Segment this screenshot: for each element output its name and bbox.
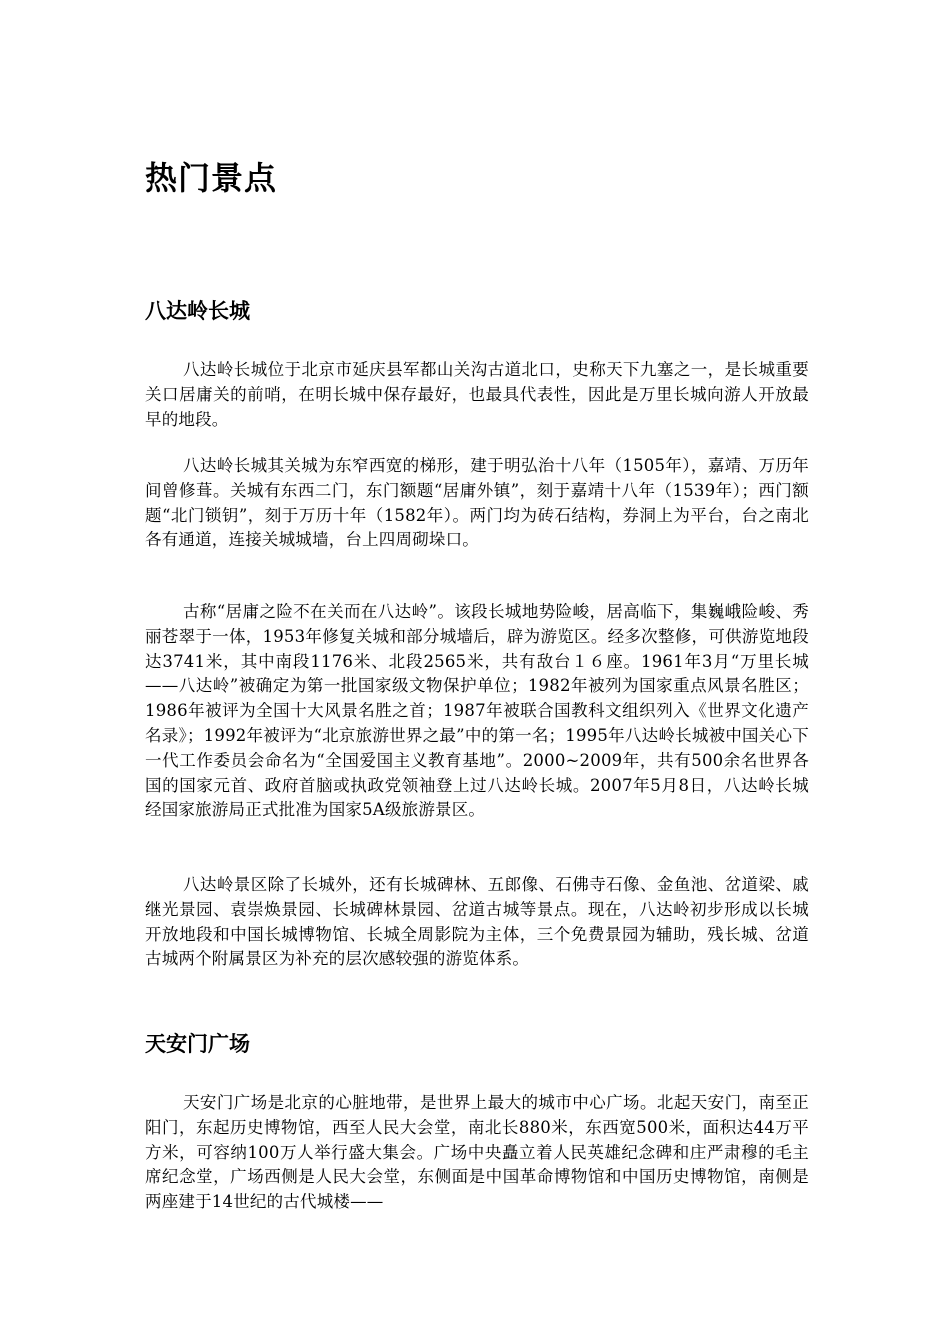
paragraph-tiananmen-1: 天安门广场是北京的心脏地带，是世界上最大的城市中心广场。北起天安门，南至正阳门，东起历史博物馆，西至人民大会堂，南北长880米，东西宽500米，面积达44万平方米，可容纳100万人举行盛大集会。广场中央矗立着人民英雄纪念碑和庄严肃穆的毛主席纪念堂，广场西侧是人民大会堂，东侧面是中国革命博物馆和中国历史博物馆，南侧是两座建于14世纪的古代城楼—— xyxy=(145,1093,809,1212)
paragraph-badaling-4: 八达岭景区除了长城外，还有长城碑林、五郎像、石佛寺石像、金鱼池、岔道梁、戚继光景园、袁崇焕景园、长城碑林景园、岔道古城等景点。现在，八达岭初步形成以长城开放地段和中国长城博物馆、长城全周影院为主体，三个免费景园为辅助，残长城、岔道古城两个附属景区为补充的层次感较强的游览体系。 xyxy=(145,875,809,969)
section-heading-badaling: 八达岭长城 xyxy=(145,299,250,323)
page-title: 热门景点 xyxy=(145,159,278,197)
section-heading-tiananmen: 天安门广场 xyxy=(145,1032,250,1056)
paragraph-badaling-1: 八达岭长城位于北京市延庆县军都山关沟古道北口，史称天下九塞之一，是长城重要关口居庸关的前哨，在明长城中保存最好，也最具代表性，因此是万里长城向游人开放最早的地段。 xyxy=(145,360,809,429)
paragraph-badaling-2: 八达岭长城其关城为东窄西宽的梯形，建于明弘治十八年（1505年），嘉靖、万历年间曾修葺。关城有东西二门，东门额题“居庸外镇”，刻于嘉靖十八年（1539年）；西门额题“北门锁钥”，刻于万历十年（1582年）。两门均为砖石结构，券洞上为平台，台之南北各有通道，连接关城城墙，台上四周砌垛口。 xyxy=(145,456,809,550)
paragraph-badaling-3: 古称“居庸之险不在关而在八达岭”。该段长城地势险峻，居高临下，集巍峨险峻、秀丽苍翠于一体，1953年修复关城和部分城墙后，辟为游览区。经多次整修，可供游览地段达3741米，其中南段1176米、北段2565米，共有敌台１６座。1961年3月“万里长城——八达岭”被确定为第一批国家级文物保护单位；1982年被列为国家重点风景名胜区；1986年被评为全国十大风景名胜之首；1987年被联合国教科文组织列入《世界文化遗产名录》；1992年被评为“北京旅游世界之最”中的第一名；1995年八达岭长城被中国关心下一代工作委员会命名为“全国爱国主义教育基地”。2000~2009年，共有500余名世界各国的国家元首、政府首脑或执政党领袖登上过八达岭长城。2007年5月8日，八达岭长城经国家旅游局正式批准为国家5A级旅游景区。 xyxy=(145,602,809,820)
